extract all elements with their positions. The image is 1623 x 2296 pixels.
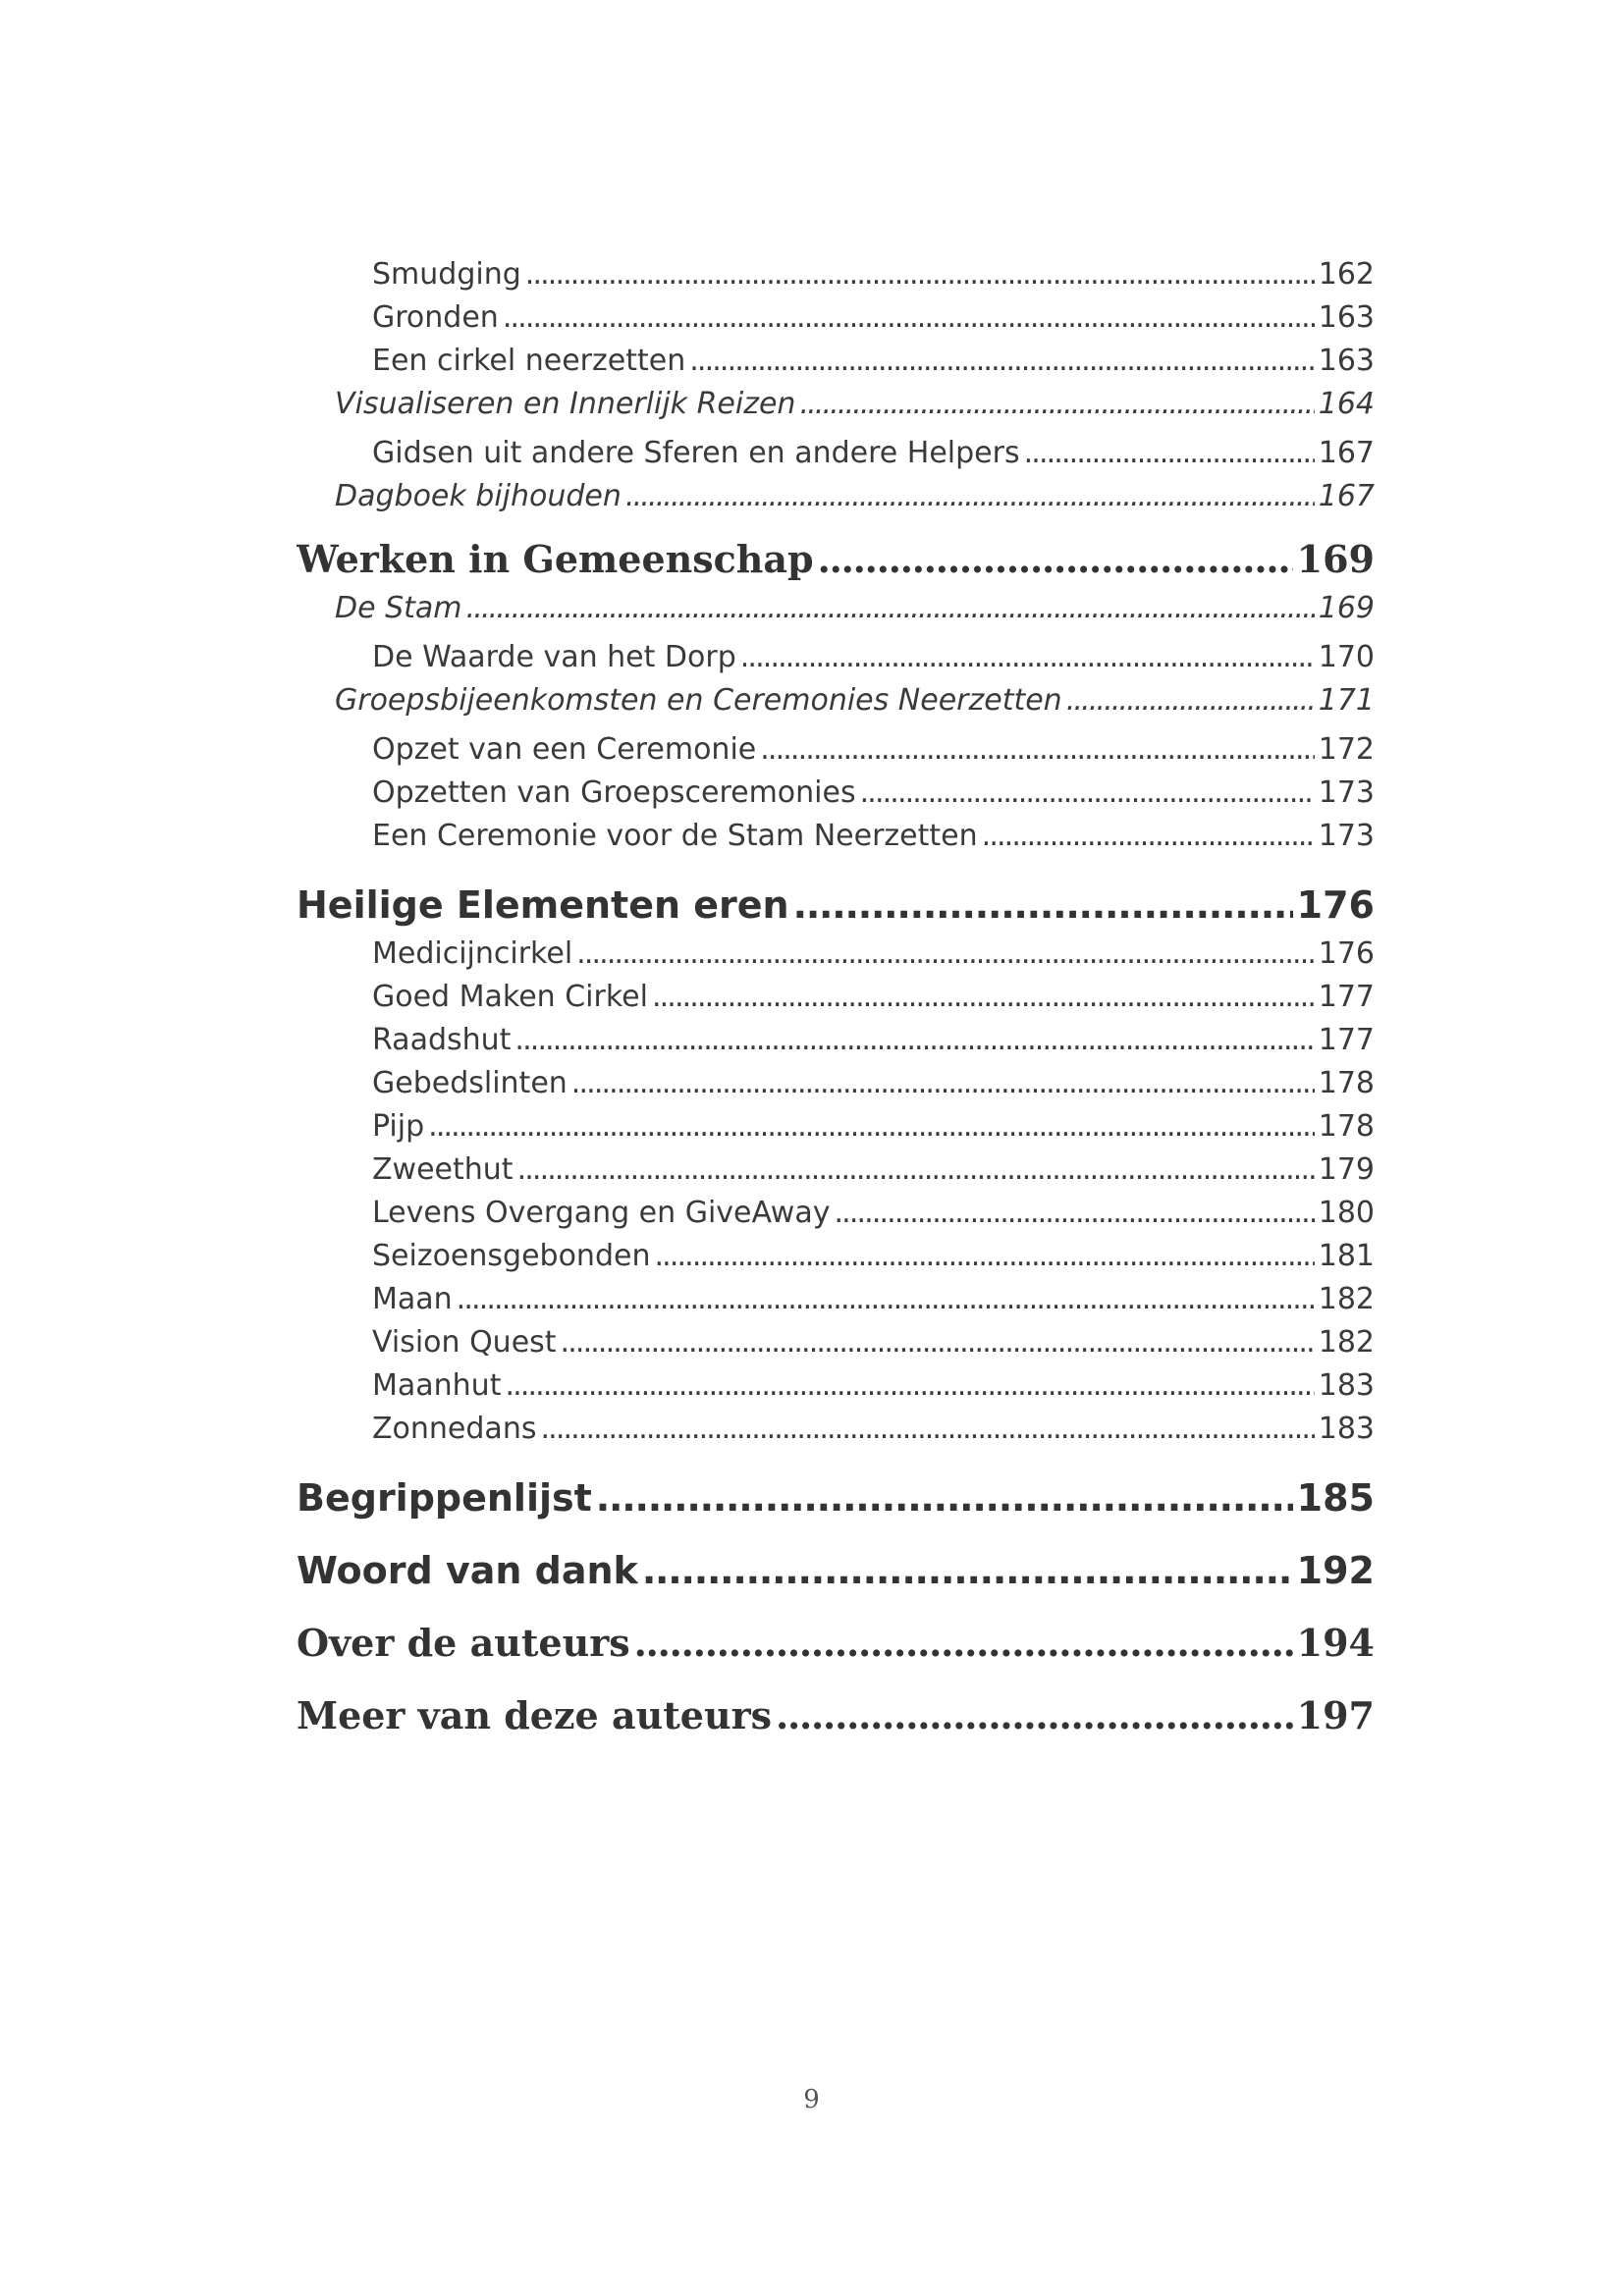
toc-entry-opzetten-van-groepsceremonies[interactable] — [297, 772, 1375, 815]
toc-entry-label: Medicijncirkel — [372, 936, 573, 971]
dot-leader — [860, 772, 1315, 815]
dot-leader — [525, 253, 1315, 296]
toc-entry-page: 169 — [1318, 591, 1375, 625]
toc-entry-label: Vision Quest — [372, 1325, 557, 1360]
toc-entry-page: 164 — [1318, 387, 1375, 421]
toc-chapter-page: 185 — [1296, 1476, 1375, 1520]
toc-entry-label: Een cirkel neerzetten — [372, 344, 686, 378]
toc-entry-dagboek-bijhouden[interactable] — [297, 475, 1375, 518]
toc-entry-label: De Stam — [335, 591, 462, 625]
dot-leader — [625, 475, 1315, 518]
toc-entry-page: 179 — [1318, 1152, 1375, 1187]
toc-entry-waarde-van-het-dorp[interactable] — [297, 636, 1375, 679]
toc-entry-page: 182 — [1318, 1282, 1375, 1316]
toc-entry-groepsbijeenkomsten[interactable] — [297, 679, 1375, 722]
toc-entry-page: 181 — [1318, 1239, 1375, 1273]
dot-leader — [652, 976, 1315, 1019]
toc-chapter-label: Woord van dank — [297, 1549, 638, 1592]
toc-entry-label: Groepsbijeenkomsten en Ceremonies Neerzetten — [335, 683, 1062, 718]
toc-entry-label: Opzet van een Ceremonie — [372, 732, 757, 767]
dot-leader — [505, 1364, 1314, 1408]
toc-entry-label: Een Ceremonie voor de Stam Neerzetten — [372, 819, 978, 853]
toc-entry-label: Gronden — [372, 300, 499, 335]
toc-entry-page: 170 — [1318, 640, 1375, 674]
toc-entry-gebedslinten[interactable] — [297, 1062, 1375, 1105]
toc-entry-label: Gebedslinten — [372, 1066, 568, 1100]
toc-entry-ceremonie-voor-de-stam[interactable] — [297, 815, 1375, 858]
toc-chapter-label: Over de auteurs — [297, 1621, 630, 1665]
toc-entry-page: 162 — [1318, 257, 1375, 292]
dot-leader — [793, 878, 1293, 933]
toc-entry-label: De Waarde van het Dorp — [372, 640, 736, 674]
dot-leader — [654, 1235, 1314, 1278]
dot-leader — [596, 1470, 1293, 1525]
dot-leader — [740, 636, 1315, 679]
dot-leader — [799, 383, 1314, 426]
toc-entry-een-cirkel-neerzetten[interactable] — [297, 340, 1375, 383]
toc-entry-page: 173 — [1318, 775, 1375, 810]
toc-chapter-label: Meer van deze auteurs — [297, 1693, 772, 1737]
toc-entry-label: Gidsen uit andere Sferen en andere Helpers — [372, 436, 1020, 470]
dot-leader — [634, 1616, 1293, 1671]
dot-leader — [428, 1105, 1315, 1148]
dot-leader — [561, 1321, 1315, 1364]
toc-entry-zonnedans[interactable] — [297, 1408, 1375, 1451]
dot-leader — [466, 587, 1315, 630]
dot-leader — [642, 1543, 1293, 1598]
toc-chapter-label: Heilige Elementen eren — [297, 883, 789, 927]
toc-entry-pijp[interactable] — [297, 1105, 1375, 1148]
toc-entry-page: 167 — [1318, 479, 1375, 513]
toc-entry-opzet-van-een-ceremonie[interactable] — [297, 728, 1375, 772]
toc-entry-label: Maanhut — [372, 1368, 502, 1403]
toc-entry-visualiseren[interactable] — [297, 383, 1375, 426]
toc-entry-label: Zweethut — [372, 1152, 514, 1187]
toc-chapter-label: Werken in Gemeenschap — [297, 537, 814, 581]
toc-entry-label: Pijp — [372, 1109, 425, 1144]
toc-entry-maanhut[interactable] — [297, 1364, 1375, 1408]
dot-leader — [1066, 679, 1315, 722]
toc-chapter-heilige-elementen-eren[interactable] — [297, 878, 1375, 933]
toc-chapter-page: 176 — [1296, 883, 1375, 927]
dot-leader — [571, 1062, 1315, 1105]
dot-leader — [760, 728, 1315, 772]
toc-entry-seizoensgebonden[interactable] — [297, 1235, 1375, 1278]
toc-chapter-over-de-auteurs[interactable] — [297, 1616, 1375, 1671]
toc-entry-page: 177 — [1318, 980, 1375, 1014]
dot-leader — [576, 933, 1315, 976]
toc-entry-label: Visualiseren en Innerlijk Reizen — [335, 387, 796, 421]
toc-entry-zweethut[interactable] — [297, 1148, 1375, 1192]
dot-leader — [776, 1688, 1293, 1743]
toc-entry-page: 163 — [1318, 300, 1375, 335]
toc-entry-label: Smudging — [372, 257, 521, 292]
toc-chapter-label: Begrippenlijst — [297, 1476, 592, 1520]
toc-entry-label: Goed Maken Cirkel — [372, 980, 648, 1014]
toc-chapter-werken-in-gemeenschap[interactable] — [297, 532, 1375, 587]
dot-leader — [689, 340, 1315, 383]
toc-entry-gronden[interactable] — [297, 296, 1375, 340]
dot-leader — [540, 1408, 1314, 1451]
toc-entry-page: 173 — [1318, 819, 1375, 853]
toc-chapter-page: 194 — [1296, 1621, 1375, 1665]
toc-entry-label: Opzetten van Groepsceremonies — [372, 775, 856, 810]
toc-entry-page: 178 — [1318, 1066, 1375, 1100]
dot-leader — [834, 1192, 1314, 1235]
toc-chapter-begrippenlijst[interactable] — [297, 1470, 1375, 1525]
dot-leader — [818, 532, 1293, 587]
toc-entry-label: Levens Overgang en GiveAway — [372, 1196, 831, 1230]
toc-entry-page: 171 — [1318, 683, 1375, 718]
toc-entry-page: 172 — [1318, 732, 1375, 767]
toc-entry-label: Raadshut — [372, 1023, 512, 1057]
toc-entry-label: Seizoensgebonden — [372, 1239, 651, 1273]
toc-entry-smudging[interactable] — [297, 253, 1375, 296]
toc-chapter-page: 197 — [1296, 1693, 1375, 1737]
toc-entry-page: 182 — [1318, 1325, 1375, 1360]
table-of-contents — [297, 253, 1375, 1743]
toc-entry-page: 183 — [1318, 1368, 1375, 1403]
toc-chapter-page: 192 — [1296, 1549, 1375, 1592]
toc-entry-page: 180 — [1318, 1196, 1375, 1230]
dot-leader — [457, 1278, 1315, 1321]
toc-entry-goed-maken-cirkel[interactable] — [297, 976, 1375, 1019]
toc-entry-levens-overgang[interactable] — [297, 1192, 1375, 1235]
toc-entry-label: Maan — [372, 1282, 453, 1316]
toc-entry-page: 176 — [1318, 936, 1375, 971]
toc-entry-label: Zonnedans — [372, 1412, 537, 1446]
toc-entry-maan[interactable] — [297, 1278, 1375, 1321]
toc-entry-page: 178 — [1318, 1109, 1375, 1144]
toc-chapter-page: 169 — [1296, 537, 1375, 581]
toc-entry-de-stam[interactable] — [297, 587, 1375, 630]
page-number: 9 — [803, 2085, 820, 2114]
toc-entry-page: 163 — [1318, 344, 1375, 378]
toc-entry-page: 183 — [1318, 1412, 1375, 1446]
toc-entry-medicijncirkel[interactable] — [297, 933, 1375, 976]
dot-leader — [982, 815, 1315, 858]
toc-entry-raadshut[interactable] — [297, 1019, 1375, 1062]
dot-leader — [1024, 432, 1315, 475]
dot-leader — [514, 1019, 1314, 1062]
toc-entry-label: Dagboek bijhouden — [335, 479, 622, 513]
toc-entry-vision-quest[interactable] — [297, 1321, 1375, 1364]
toc-chapter-woord-van-dank[interactable] — [297, 1543, 1375, 1598]
toc-entry-page: 167 — [1318, 436, 1375, 470]
dot-leader — [517, 1148, 1315, 1192]
toc-chapter-meer-van-deze-auteurs[interactable] — [297, 1688, 1375, 1743]
dot-leader — [503, 296, 1315, 340]
toc-entry-gidsen[interactable] — [297, 432, 1375, 475]
toc-entry-page: 177 — [1318, 1023, 1375, 1057]
